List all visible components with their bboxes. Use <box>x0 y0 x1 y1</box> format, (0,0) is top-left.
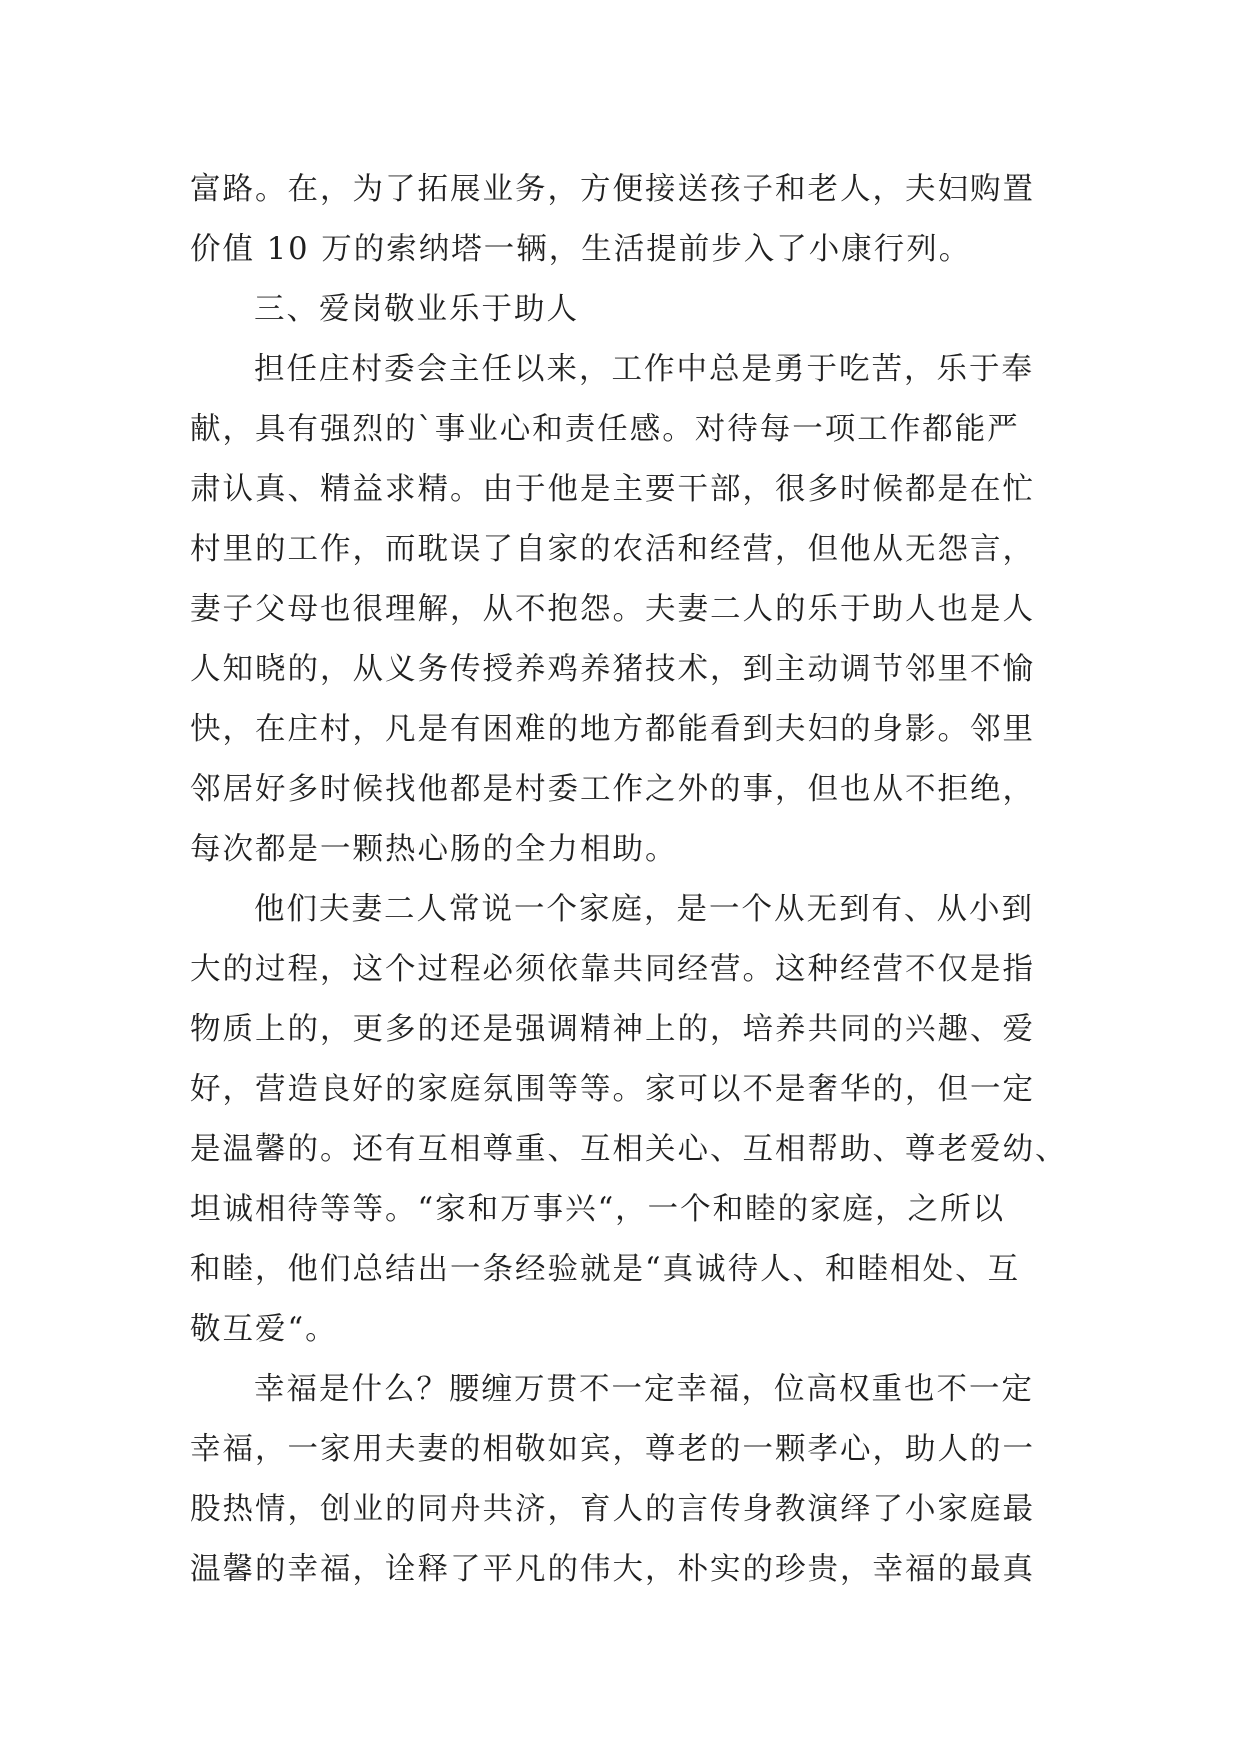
text-line: 是温馨的。还有互相尊重、互相关心、互相帮助、尊老爱幼、 <box>190 1132 1068 1167</box>
text-line: 村里的工作，而耽误了自家的农活和经营，但他从无怨言， <box>190 532 1035 567</box>
text-line: 每次都是一颗热心肠的全力相助。 <box>190 832 678 867</box>
text-line: 好，营造良好的家庭氛围等等。家可以不是奢华的，但一定 <box>190 1072 1035 1107</box>
text-line: 和睦，他们总结出一条经验就是“真诚待人、和睦相处、互 <box>190 1252 1021 1287</box>
text-line: 幸福，一家用夫妻的相敬如宾，尊老的一颗孝心，助人的一 <box>190 1432 1035 1467</box>
paragraph-first-line: 他们夫妻二人常说一个家庭，是一个从无到有、从小到 <box>254 892 1034 927</box>
text-line: 坦诚相待等等。“家和万事兴“，一个和睦的家庭，之所以 <box>190 1192 1006 1227</box>
text-line: 温馨的幸福，诠释了平凡的伟大，朴实的珍贵，幸福的最真 <box>190 1552 1035 1587</box>
text-line: 富路。在，为了拓展业务，方便接送孩子和老人，夫妇购置 <box>190 172 1035 207</box>
paragraph-first-line: 幸福是什么？腰缠万贯不一定幸福，位高权重也不一定 <box>254 1372 1034 1407</box>
text-line: 快，在庄村，凡是有困难的地方都能看到夫妇的身影。邻里 <box>190 712 1035 747</box>
text-line: 股热情，创业的同舟共济，育人的言传身教演绎了小家庭最 <box>190 1492 1035 1527</box>
text-line: 敬互爱“。 <box>190 1312 338 1347</box>
text-line: 大的过程，这个过程必须依靠共同经营。这种经营不仅是指 <box>190 952 1035 987</box>
text-line: 物质上的，更多的还是强调精神上的，培养共同的兴趣、爱 <box>190 1012 1035 1047</box>
paragraph-first-line: 担任庄村委会主任以来，工作中总是勇于吃苦，乐于奉 <box>254 352 1034 387</box>
text-line: 人知晓的，从义务传授养鸡养猪技术，到主动调节邻里不愉 <box>190 652 1035 687</box>
text-line: 价值 10 万的索纳塔一辆，生活提前步入了小康行列。 <box>190 232 972 267</box>
text-line: 献，具有强烈的`事业心和责任感。对待每一项工作都能严 <box>190 412 1020 447</box>
section-heading: 三、爱岗敬业乐于助人 <box>254 292 579 327</box>
text-line: 妻子父母也很理解，从不抱怨。夫妻二人的乐于助人也是人 <box>190 592 1035 627</box>
text-line: 肃认真、精益求精。由于他是主要干部，很多时候都是在忙 <box>190 472 1035 507</box>
text-line: 邻居好多时候找他都是村委工作之外的事，但也从不拒绝， <box>190 772 1035 807</box>
document-body <box>190 160 1068 1600</box>
